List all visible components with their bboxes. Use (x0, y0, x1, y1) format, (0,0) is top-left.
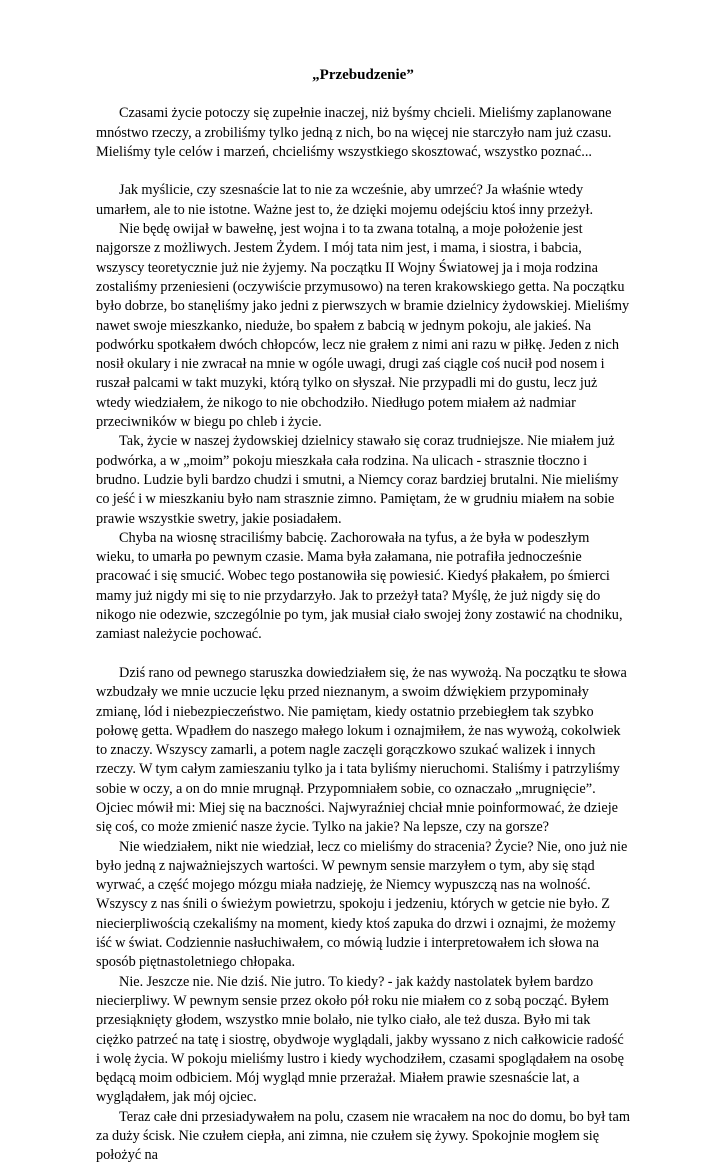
paragraph: Jak myślicie, czy szesnaście lat to nie za wcześnie, aby umrzeć? Ja właśnie wtedy umarłem, ale to nie istotne. Ważne jest to, że dzięki mojemu odejściu ktoś inny przeżył. (96, 182, 594, 218)
document-title: „Przebudzenie” (312, 67, 414, 83)
paragraph: Nie wiedziałem, nikt nie wiedział, lecz co mieliśmy do stracenia? Życie? Nie, ono już nie było jedną z najważniejszych wartości. W pewnym sensie marzyłem o tym, aby się stąd wyrwać, a część mojego mózgu miała nadzieję, że Niemcy wypuszczą nas na wolność. Wszyscy z nas śnili o świeżym powietrzu, spokoju i jedzeniu, których w getcie nie było. Z niecierpliwością czekaliśmy na moment, kiedy ktoś zapuka do drzwi i oznajmi, że możemy iść w świat. Codziennie nasłuchiwałem, co mówią ludzie i interpretowałem ich słowa na sposób piętnastoletniego chłopaka. (96, 838, 628, 971)
paragraph-gap (96, 162, 630, 181)
document-page (96, 66, 630, 1166)
paragraph: Nie. Jeszcze nie. Nie dziś. Nie jutro. To kiedy? - jak każdy nastolatek byłem bardzo niecierpliwy. W pewnym sensie przez około pół roku nie miałem co z sobą począć. Byłem przesiąknięty głodem, wszystko mnie bolało, nie tylko ciało, ale też dusza. Było mi tak ciężko patrzeć na tatę i siostrę, obydwoje wyglądali, jakby wyssano z nich całkowicie radość i wolę życia. W pokoju mieliśmy lustro i kiedy wychodziłem, czasami spoglądałem na osobę będącą moim odbiciem. Mój wygląd mnie przerażał. Miałem prawie szesnaście lat, a wyglądałem, jak mój ojciec. (96, 973, 625, 1106)
paragraph: Dziś rano od pewnego staruszka dowiedziałem się, że nas wywożą. Na początku te słowa wzbudzały we mnie uczucie lęku przed nieznanym, a swoim dźwiękiem przypominały zmianę, lód i niebezpieczeństwo. Nie pamiętam, kiedy ostatnio przebiegłem tak szybko połowę getta. Wpadłem do naszego małego lokum i oznajmiłem, że nas wywożą, cokolwiek to znaczy. Wszyscy zamarli, a potem nagle zaczęli gorączkowo szukać walizek i innych rzeczy. W tym całym zamieszaniu tylko ja i tata byliśmy nieruchomi. Staliśmy i patrzyliśmy sobie w oczy, a on do mnie mrugnął. Przypomniałem sobie, co oznaczało „mrugnięcie”. Ojciec mówił mi: Miej się na baczności. Najwyraźniej chciał mnie poinformować, że dzieje się coś, co może zmienić nasze życie. Tylko na jakie? Na lepsze, czy na gorsze? (96, 664, 627, 836)
paragraph: Tak, życie w naszej żydowskiej dzielnicy stawało się coraz trudniejsze. Nie miałem już podwórka, a w „moim” pokoju mieszkała cała rodzina. Na ulicach - strasznie tłoczno i brudno. Ludzie byli bardzo chudzi i smutni, a Niemcy coraz bardziej brutalni. Nie mieliśmy co jeść i w mieszkaniu było nam strasznie zimno. Pamiętam, że w grudniu miałem na sobie prawie wszystkie swetry, jakie posiadałem. (96, 433, 619, 527)
paragraph: Nie będę owijał w bawełnę, jest wojna i to ta zwana totalną, a moje położenie jest najgorsze z możliwych. Jestem Żydem. I mój tata nim jest, i mama, i siostra, i babcia, wszyscy teoretycznie już nie żyjemy. Na początku II Wojny Światowej ja i moja rodzina zostaliśmy przeniesieni (oczywiście przymusowo) na teren krakowskiego getta. Na początku było dobrze, bo stanęliśmy jako jedni z pierwszych w bramie dzielnicy żydowskiej. Mieliśmy nawet swoje mieszkanko, nieduże, bo spałem z babcią w jednym pokoju, ale jakieś. Na podwórku spotkałem dwóch chłopców, lecz nie grałem z nimi ani razu w piłkę. Jeden z nich nosił okulary i nie zwracał na mnie w ogóle uwagi, drugi zaś ciągle coś nucił pod nosem i ruszał palcami w takt muzyki, którą tylko on słyszał. Nie przypadli mi do gustu, lecz już wtedy wiedziałem, że nikogo to nie obchodziło. Niedługo potem miałem aż nadmiar przeciwników w biegu po chleb i życie. (96, 221, 630, 431)
paragraph: Chyba na wiosnę straciliśmy babcię. Zachorowała na tyfus, a że była w podeszłym wieku, to umarła po pewnym czasie. Mama była załamana, nie potrafiła jednocześnie pracować i się smucić. Wobec tego postanowiła się powiesić. Kiedyś płakałem, po śmierci mamy już nigdy mi się to nie przydarzyło. Jak to przeżył tata? Myślę, że już nigdy się do nikogo nie odezwie, szczególnie po tym, jak musiał ciało swojej żony zostawić na chodniku, zamiast należycie pochować. (96, 529, 623, 643)
paragraph-intro: Czasami życie potoczy się zupełnie inaczej, niż byśmy chcieli. Mieliśmy zaplanowane mnóstwo rzeczy, a zrobiliśmy tylko jedną z nich, bo na więcej nie starczyło nam już czasu. Mieliśmy tyle celów i marzeń, chcieliśmy wszystkiego skosztować, wszystko poznać... (96, 105, 612, 160)
paragraph: Teraz całe dni przesiadywałem na polu, czasem nie wracałem na noc do domu, bo był tam za duży ścisk. Nie czułem ciepła, ani zimna, nie czułem się żywy. Spokojnie mogłem się położyć na (96, 1108, 630, 1164)
paragraph-gap (96, 645, 630, 664)
